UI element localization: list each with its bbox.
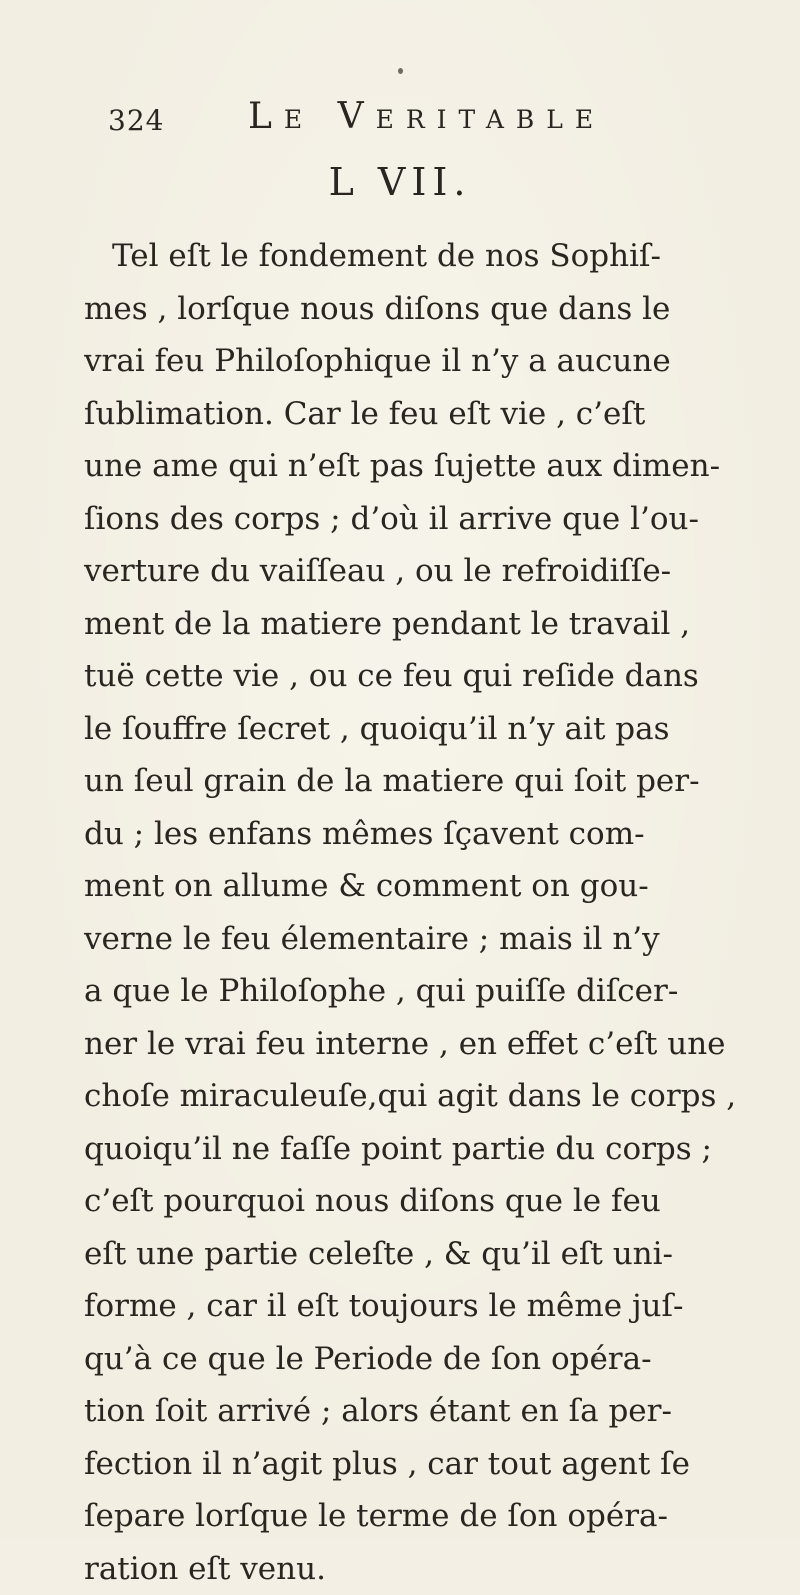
text-line: ment de la matiere pendant le travail , (84, 598, 744, 651)
text-line: forme , car il eſt toujours le même juſ- (84, 1280, 744, 1333)
text-line: Tel eſt le fondement de nos Sophiſ- (84, 230, 744, 283)
text-line: ration eſt venu. (84, 1543, 744, 1595)
text-line: ſions des corps ; d’où il arrive que l’ou- (84, 493, 744, 546)
text-line: tuë cette vie , ou ce feu qui reſide dans (84, 650, 744, 703)
text-line: du ; les enfans mêmes ſçavent com- (84, 808, 744, 861)
text-line: ſublimation. Car le feu eſt vie , c’eſt (84, 388, 744, 441)
text-line: tion ſoit arrivé ; alors étant en ſa per- (84, 1385, 744, 1438)
text-line: vrai feu Philoſophique il n’y a aucune (84, 335, 744, 388)
text-line: fection il n’agit plus , car tout agent ſe (84, 1438, 744, 1491)
body-paragraph (84, 230, 744, 1595)
ink-speck (398, 68, 403, 74)
text-line: ner le vrai feu interne , en effet c’eſt une (84, 1018, 744, 1071)
text-line: c’eſt pourquoi nous diſons que le feu (84, 1175, 744, 1228)
text-line: a que le Philoſophe , qui puiſſe diſcer- (84, 965, 744, 1018)
text-line: verne le feu élementaire ; mais il n’y (84, 913, 744, 966)
running-title: Le Veritable (248, 96, 605, 137)
text-line: mes , lorſque nous diſons que dans le (84, 283, 744, 336)
text-line: verture du vaiſſeau , ou le refroidiſſe- (84, 545, 744, 598)
text-line: le ſouffre ſecret , quoiqu’il n’y ait pas (84, 703, 744, 756)
text-line: qu’à ce que le Periode de ſon opéra- (84, 1333, 744, 1386)
text-line: choſe miraculeuſe,qui agit dans le corps , (84, 1070, 744, 1123)
text-line: eſt une partie celeſte , & qu’il eſt uni- (84, 1228, 744, 1281)
text-line: un ſeul grain de la matiere qui ſoit per- (84, 755, 744, 808)
text-line: ſepare lorſque le terme de ſon opéra- (84, 1490, 744, 1543)
text-line: une ame qui n’eſt pas ſujette aux dimen- (84, 440, 744, 493)
chapter-heading: L VII. (0, 160, 800, 204)
page-header (108, 96, 668, 146)
text-line: quoiqu’il ne faſſe point partie du corps ; (84, 1123, 744, 1176)
text-line: ment on allume & comment on gou- (84, 860, 744, 913)
page-number: 324 (108, 104, 164, 137)
